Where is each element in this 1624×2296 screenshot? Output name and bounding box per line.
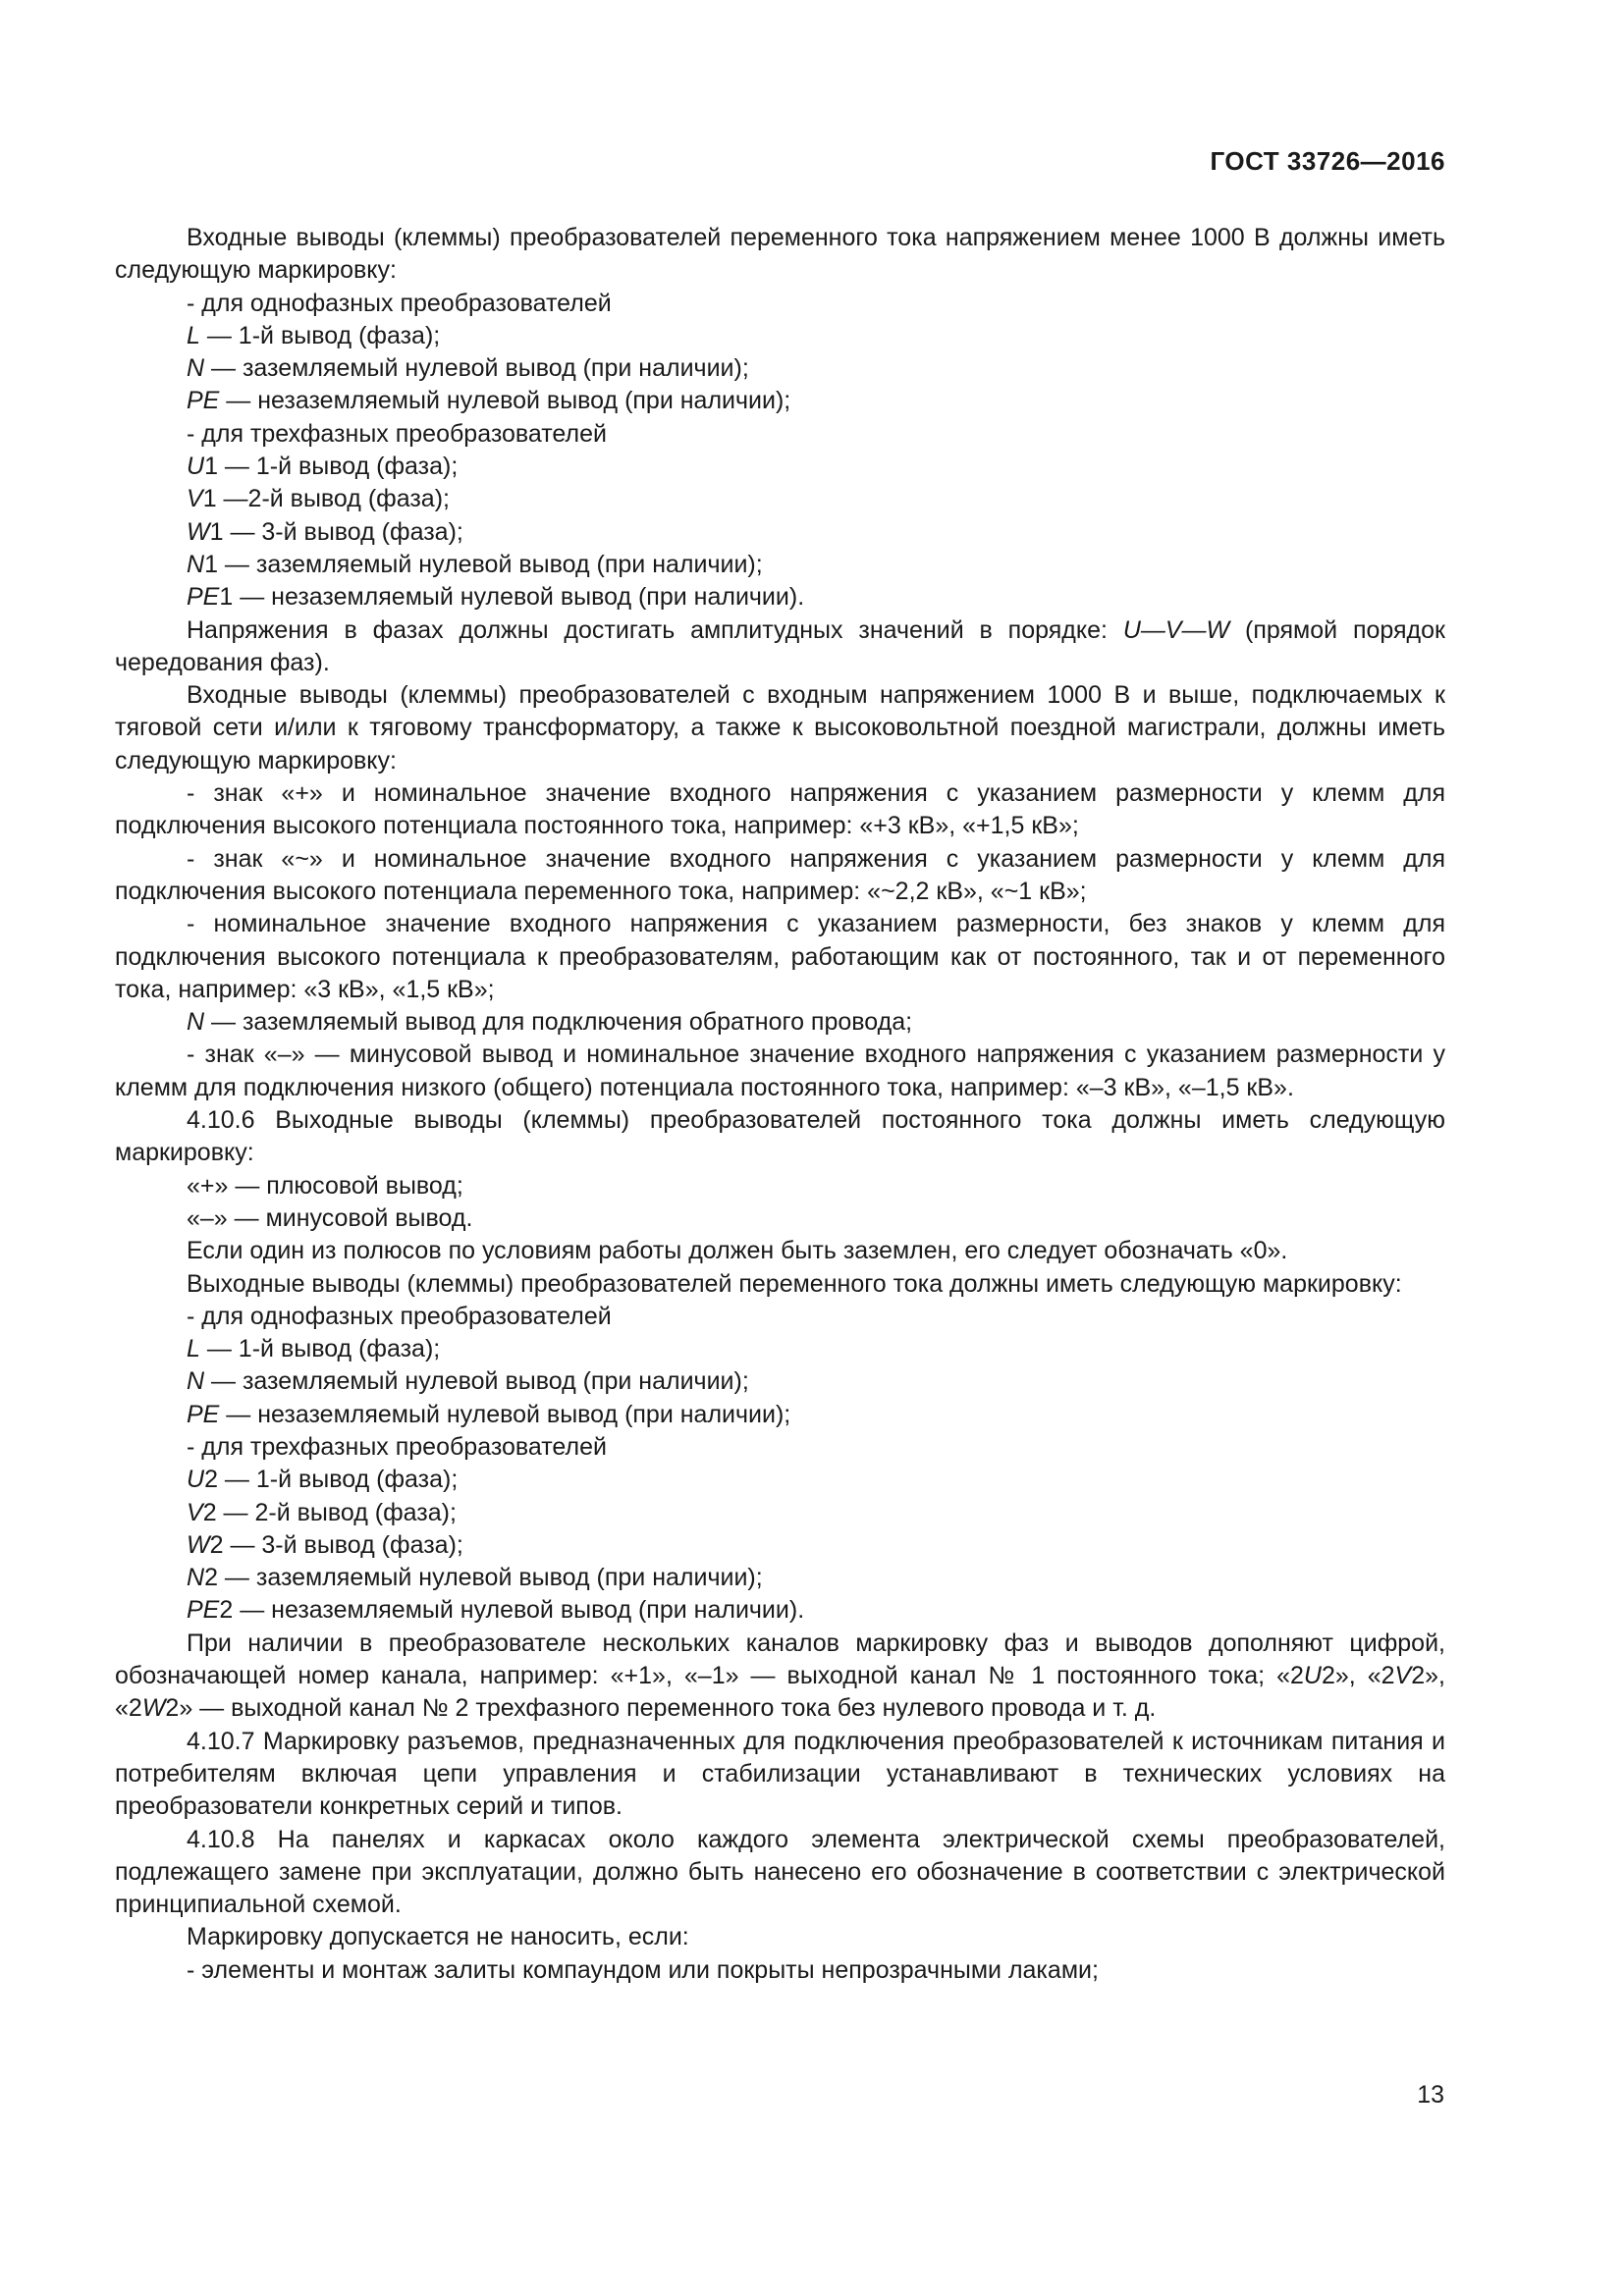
text-run: 2 — 1-й вывод (фаза); bbox=[204, 1466, 459, 1494]
italic-symbol: N bbox=[187, 1008, 205, 1037]
list-item bbox=[115, 1562, 1445, 1594]
text-run: — заземляемый нулевой вывод (при наличии); bbox=[204, 354, 749, 383]
list-item bbox=[115, 1594, 1445, 1627]
italic-symbol: U bbox=[187, 1466, 205, 1494]
italic-symbol: W bbox=[187, 517, 210, 546]
paragraph bbox=[115, 1954, 1445, 1987]
text-run: 2», «2 bbox=[1321, 1662, 1395, 1690]
list-item bbox=[115, 1497, 1445, 1529]
list-item bbox=[115, 1170, 1445, 1202]
list-item bbox=[115, 451, 1445, 483]
text-run: — 1-й вывод (фаза); bbox=[199, 1335, 441, 1363]
text-run: 2 — заземляемый нулевой вывод (при наличии); bbox=[204, 1564, 763, 1592]
page-number: 13 bbox=[1417, 2081, 1444, 2109]
italic-symbol: N bbox=[187, 354, 205, 383]
text-run: Входные выводы (клеммы) преобразователей с входным напряжением 1000 В и выше, подключаемых к тяговой сети и/или к тяговому трансформатору, а также к высоковольтной поездной магистрали, должны иметь следующую маркировку: bbox=[115, 681, 1445, 774]
text-run: 2 — незаземляемый нулевой вывод (при наличии). bbox=[219, 1596, 805, 1625]
text-run: - знак «+» и номинальное значение входного напряжения с указанием размерности у клемм для подключения высокого потенциала постоянного тока, например: «+3 кВ», «+1,5 кВ»; bbox=[115, 779, 1445, 840]
italic-symbol: PE bbox=[187, 1400, 220, 1428]
italic-symbol: V bbox=[1394, 1662, 1412, 1690]
list-item bbox=[115, 352, 1445, 385]
text-run: Напряжения в фазах должны достигать амплитудных значений в порядке: bbox=[187, 615, 1123, 644]
text-run: 4.10.7 Маркировку разъемов, предназначенных для подключения преобразователей к источникам питания и потребителям включая цепи управления и стабилизации устанавливают в технических условиях на преобразователи конкретных серий и типов. bbox=[115, 1727, 1445, 1821]
list-item bbox=[115, 1301, 1445, 1333]
paragraph bbox=[115, 908, 1445, 1006]
text-run: — заземляемый нулевой вывод (при наличии); bbox=[204, 1367, 749, 1396]
list-item bbox=[115, 418, 1445, 451]
text-run: (прямой порядок чередования фаз). bbox=[115, 615, 1445, 676]
list-item bbox=[115, 320, 1445, 352]
italic-symbol: V bbox=[187, 485, 203, 513]
paragraph bbox=[115, 1824, 1445, 1922]
text-run: 1 — заземляемый нулевой вывод (при наличии); bbox=[204, 550, 763, 578]
text-run: - для однофазных преобразователей bbox=[187, 289, 612, 317]
text-run: 2 — 2-й вывод (фаза); bbox=[202, 1498, 457, 1526]
list-item bbox=[115, 581, 1445, 614]
list-item bbox=[115, 549, 1445, 581]
italic-symbol: PE bbox=[187, 1596, 220, 1625]
paragraph bbox=[115, 1268, 1445, 1301]
text-run: 4.10.8 На панелях и каркасах около каждого элемента электрической схемы преобразователей, подлежащего замене при эксплуатации, должно быть нанесено его обозначение в соответствии с электрической принципиальной схемой. bbox=[115, 1825, 1445, 1919]
text-run: - для однофазных преобразователей bbox=[187, 1302, 612, 1330]
text-run: 2», «2 bbox=[115, 1662, 1445, 1723]
text-run: Выходные выводы (клеммы) преобразователей переменного тока должны иметь следующую маркировку: bbox=[187, 1269, 1402, 1298]
text-run: Маркировку допускается не наносить, если: bbox=[187, 1923, 689, 1951]
text-run: — 1-й вывод (фаза); bbox=[199, 321, 441, 349]
list-item bbox=[115, 288, 1445, 320]
list-item bbox=[115, 1431, 1445, 1464]
paragraph bbox=[115, 614, 1445, 680]
italic-symbol: U bbox=[187, 453, 205, 481]
text-run: - знак «~» и номинальное значение входного напряжения с указанием размерности у клемм для подключения высокого потенциала переменного тока, например: «~2,2 кВ», «~1 кВ»; bbox=[115, 844, 1445, 905]
italic-symbol: N bbox=[187, 1367, 205, 1396]
text-run: 2 — 3-й вывод (фаза); bbox=[209, 1530, 463, 1559]
text-run: 1 — 3-й вывод (фаза); bbox=[209, 517, 463, 546]
document-body bbox=[115, 222, 1445, 1987]
list-item bbox=[115, 483, 1445, 515]
italic-symbol: PE bbox=[187, 387, 220, 415]
text-run: - знак «–» — минусовой вывод и номинальное значение входного напряжения с указанием размерности у клемм для подключения низкого (общего) потенциала постоянного тока, например: «–3 кВ», «–1,5 кВ». bbox=[115, 1041, 1445, 1101]
text-run: 1 — незаземляемый нулевой вывод (при наличии). bbox=[219, 583, 805, 612]
italic-symbol: U bbox=[1303, 1662, 1322, 1690]
paragraph bbox=[115, 1726, 1445, 1824]
italic-symbol: V bbox=[187, 1498, 203, 1526]
document-code-header: ГОСТ 33726—2016 bbox=[1210, 146, 1445, 176]
text-run: 2» — выходной канал № 2 трехфазного переменного тока без нулевого провода и т. д. bbox=[165, 1694, 1157, 1723]
paragraph bbox=[115, 679, 1445, 777]
list-item bbox=[115, 516, 1445, 549]
paragraph bbox=[115, 777, 1445, 843]
italic-symbol: L bbox=[187, 321, 200, 349]
text-run: Если один из полюсов по условиям работы должен быть заземлен, его следует обозначать «0». bbox=[187, 1237, 1288, 1265]
paragraph bbox=[115, 843, 1445, 909]
italic-symbol: N bbox=[187, 550, 205, 578]
list-item bbox=[115, 385, 1445, 417]
italic-symbol: N bbox=[187, 1564, 205, 1592]
text-run: Входные выводы (клеммы) преобразователей переменного тока напряжением менее 1000 В должны иметь следующую маркировку: bbox=[115, 224, 1445, 285]
text-run: 1 — 1-й вывод (фаза); bbox=[204, 453, 459, 481]
text-run: «+» — плюсовой вывод; bbox=[187, 1171, 463, 1200]
italic-symbol: W bbox=[187, 1530, 210, 1559]
text-run: — заземляемый вывод для подключения обратного провода; bbox=[204, 1008, 913, 1037]
paragraph bbox=[115, 1628, 1445, 1726]
italic-symbol: PE bbox=[187, 583, 220, 612]
text-run: - номинальное значение входного напряжения с указанием размерности, без знаков у клемм для подключения высокого потенциала к преобразователям, работающим как от постоянного, так и от переменного тока, например: «3 кВ», «1,5 кВ»; bbox=[115, 910, 1445, 1003]
list-item bbox=[115, 1399, 1445, 1431]
paragraph bbox=[115, 1235, 1445, 1267]
text-run: — незаземляемый нулевой вывод (при наличии); bbox=[219, 387, 791, 415]
italic-symbol: W bbox=[141, 1694, 166, 1723]
list-item bbox=[115, 1333, 1445, 1365]
text-run: 4.10.6 Выходные выводы (клеммы) преобразователей постоянного тока должны иметь следующую маркировку: bbox=[115, 1106, 1445, 1167]
text-run: «–» — минусовой вывод. bbox=[187, 1203, 473, 1232]
list-item bbox=[115, 1202, 1445, 1235]
list-item bbox=[115, 1006, 1445, 1039]
text-run: - для трехфазных преобразователей bbox=[187, 1432, 607, 1461]
text-run: - элементы и монтаж залиты компаундом или покрыты непрозрачными лаками; bbox=[187, 1955, 1099, 1984]
paragraph bbox=[115, 222, 1445, 288]
text-run: - для трехфазных преобразователей bbox=[187, 419, 607, 448]
list-item bbox=[115, 1464, 1445, 1496]
italic-symbol: U—V—W bbox=[1122, 615, 1230, 644]
list-item bbox=[115, 1365, 1445, 1398]
list-item bbox=[115, 1529, 1445, 1562]
paragraph bbox=[115, 1921, 1445, 1953]
text-run: — незаземляемый нулевой вывод (при наличии); bbox=[219, 1400, 791, 1428]
italic-symbol: L bbox=[187, 1335, 200, 1363]
text-run: 1 —2-й вывод (фаза); bbox=[202, 485, 450, 513]
text-run: При наличии в преобразователе нескольких каналов маркировку фаз и выводов дополняют цифрой, обозначающей номер канала, например: «+1», «–1» — выходной канал № 1 постоянного тока; «2 bbox=[115, 1629, 1445, 1690]
paragraph bbox=[115, 1104, 1445, 1170]
paragraph bbox=[115, 1039, 1445, 1104]
